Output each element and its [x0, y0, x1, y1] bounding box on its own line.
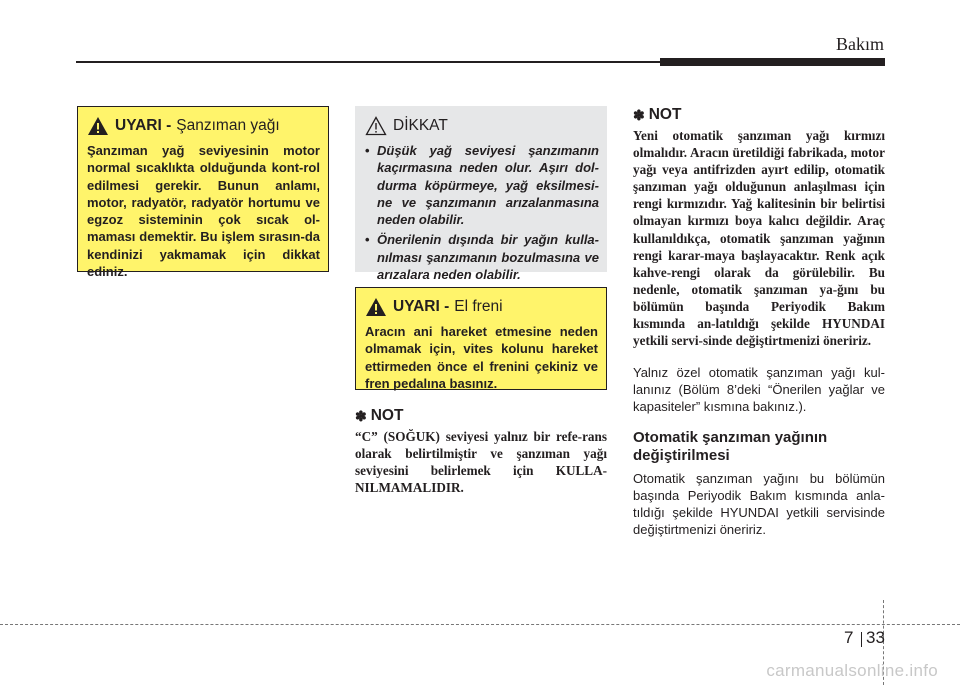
note-mark-icon: ✽	[633, 106, 645, 123]
note-color-text: Yeni otomatik şanzıman yağı kırmızı olmalıdır. Aracın üretildiği fabrikada, motor yağı veya antifrizden ayırt edilip, otomatik şanzıman yağı olduğunun anlaşılması için rengi kırmızıdır. Yağ kalitesinin bir belirtisi olmayan kırmızı boya kalıcı değildir. Araç kullanıldıkça, otomatik şanzıman yağının rengi karar-maya başlayacaktır. Renk açık kahve-rengi olarak da görülebilir. Bu nedenle, otomatik şanzıman ya-ğını bu bölümün başında Periyodik Bakım kısmında an-latıldığı şekilde HYUNDAI yetkili servi-sinde değiştirtmenizi öneririz.	[633, 128, 885, 349]
warning-label: UYARI -	[115, 117, 172, 134]
bullet: •	[365, 143, 370, 158]
note-heading	[355, 407, 607, 425]
warning-subject: El freni	[454, 298, 503, 315]
note-mark-icon: ✽	[355, 407, 367, 424]
right-column	[633, 106, 885, 538]
warning-triangle-icon	[365, 297, 387, 317]
section-text: Otomatik şanzıman yağını bu bölümün başında Periyodik Bakım kısmında anla-tıldığı şekilde HYUNDAI yetkili servisinde değiştirtmenizi öneririz.	[633, 471, 885, 538]
caution-item	[365, 142, 599, 228]
watermark: carmanualsonline.info	[766, 661, 938, 680]
caution-triangle-icon	[365, 116, 387, 136]
note-heading	[633, 106, 885, 124]
note-cold	[355, 407, 607, 496]
caution-box	[355, 106, 607, 283]
caution-label: DİKKAT	[393, 117, 448, 134]
note-text: “C” (SOĞUK) seviyesi yalnız bir refe-rans olarak belirtilmiştir ve şanzıman yağı seviyesini belirlemek için KULLA-NILMAMALIDIR.	[355, 429, 607, 496]
footer-rule	[0, 624, 960, 625]
bullet: •	[365, 232, 370, 248]
page-divider	[861, 632, 862, 647]
warning-title	[87, 116, 320, 136]
page-number: 33	[866, 628, 885, 647]
section-heading-line: Otomatik şanzıman yağının	[633, 429, 828, 447]
warning-text: Şanzıman yağ seviyesinin motor normal sıcaklıkta olduğunda kont-rol edilmesi gerekir. Bunun anlamı, motor, radyatör, radyatör hortumu ve egzoz sisteminin çok sıcak ol-maması demektir. Bu işlem sırasın-da kendinizi yakmamak için dikkat ediniz.	[87, 143, 320, 280]
warning-title	[365, 297, 598, 317]
caution-list	[365, 142, 599, 283]
caution-title	[365, 116, 599, 136]
warning-text: Aracın ani hareket etmesine neden olmamak için, vites kolunu hareket ettirmeden önce el frenini çekiniz ve fren pedalına basınız.	[365, 324, 598, 391]
section-heading-line: değiştirilmesi	[633, 447, 730, 465]
note-label: NOT	[370, 407, 404, 424]
warning-box-hand-brake	[355, 287, 607, 390]
warning-label: UYARI -	[393, 298, 450, 315]
page-chapter: 7	[844, 628, 854, 647]
warning-triangle-icon	[87, 116, 109, 136]
caution-item	[365, 231, 599, 283]
caution-item-text: Düşük yağ seviyesi şanzımanın kaçırmasına neden olur. Aşırı dol-durma köpürmeye, yağ eksilmesi-ne ve şanzımanın arızalanmasına neden olabilir.	[377, 143, 599, 228]
note-label: NOT	[648, 106, 682, 123]
warning-subject: Şanzıman yağı	[176, 117, 280, 134]
warning-box-transmission-oil	[77, 106, 329, 280]
oil-recommendation-text: Yalnız özel otomatik şanzıman yağı kul-lanınız (Bölüm 8’deki “Önerilen yağlar ve kapasiteler” kısmına bakınız.).	[633, 365, 885, 415]
header-rule	[76, 61, 666, 63]
caution-item-text: Önerilenin dışında bir yağın kulla-nılması şanzımanın bozulmasına ve arızalara neden olabilir.	[377, 232, 599, 283]
header-rule-accent	[660, 58, 885, 66]
header-title: Bakım	[836, 34, 884, 54]
section-heading	[633, 429, 885, 465]
